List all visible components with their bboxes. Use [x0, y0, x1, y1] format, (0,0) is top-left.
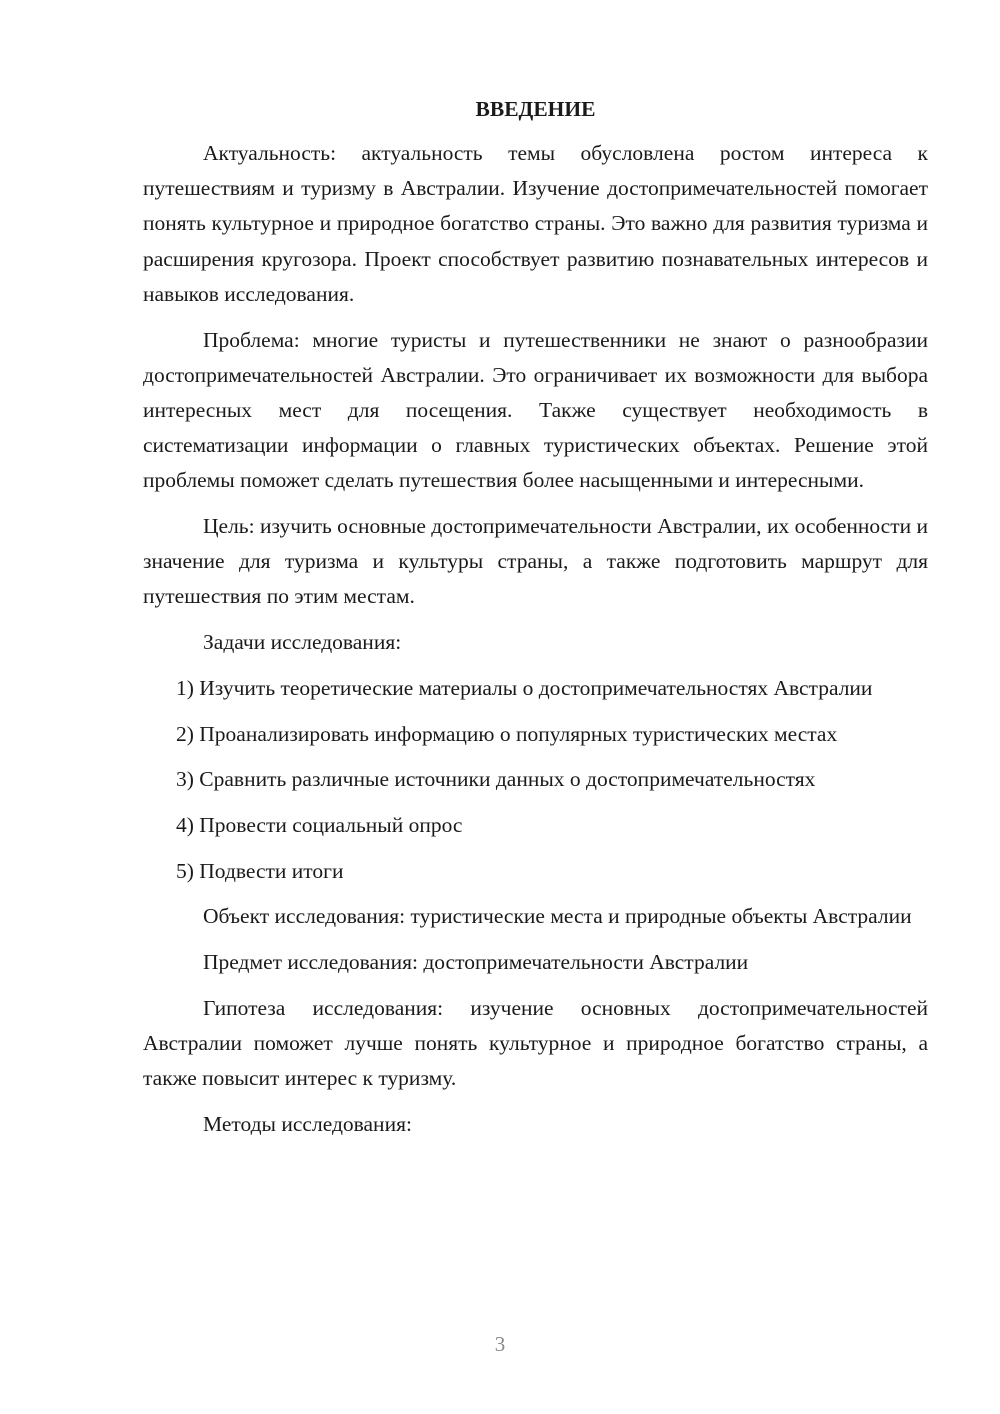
task-item: 2) Проанализировать информацию о популярных туристических местах — [176, 721, 838, 746]
page-content — [143, 92, 928, 1153]
task-item: 1) Изучить теоретические материалы о достопримечательностях Австралии — [176, 675, 873, 700]
page-number: 3 — [494, 1332, 506, 1356]
problem-paragraph: Проблема: многие туристы и путешественники не знают о разнообразии достопримечательностей Австралии. Это ограничивает их возможности для выбора интересных мест для посещения. Также существует необходимость в систематизации информации о главных туристических объектах. Решение этой проблемы поможет сделать путешествия более насыщенными и интересными. — [143, 327, 928, 493]
section-heading: ВВЕДЕНИЕ — [475, 97, 596, 121]
task-item: 4) Провести социальный опрос — [176, 812, 463, 837]
methods-title: Методы исследования: — [203, 1111, 412, 1136]
subject-paragraph: Предмет исследования: достопримечательности Австралии — [203, 950, 749, 975]
relevance-paragraph: Актуальность: актуальность темы обусловлена ростом интереса к путешествиям и туризму в Австралии. Изучение достопримечательностей помогает понять культурное и природное богатство страны. Это важно для развития туризма и расширения кругозора. Проект способствует развитию познавательных интересов и навыков исследования. — [143, 141, 928, 306]
task-item: 5) Подвести итоги — [176, 858, 344, 883]
object-paragraph: Объект исследования: туристические места и природные объекты Австралии — [203, 904, 912, 929]
hypothesis-paragraph: Гипотеза исследования: изучение основных достопримечательностей Австралии поможет лучше понять культурное и природное богатство страны, а также повысит интерес к туризму. — [143, 995, 928, 1091]
goal-paragraph: Цель: изучить основные достопримечательности Австралии, их особенности и значение для туризма и культуры страны, а также подготовить маршрут для путешествия по этим местам. — [143, 514, 928, 609]
task-item: 3) Сравнить различные источники данных о достопримечательностях — [176, 767, 816, 792]
tasks-title: Задачи исследования: — [203, 630, 402, 655]
